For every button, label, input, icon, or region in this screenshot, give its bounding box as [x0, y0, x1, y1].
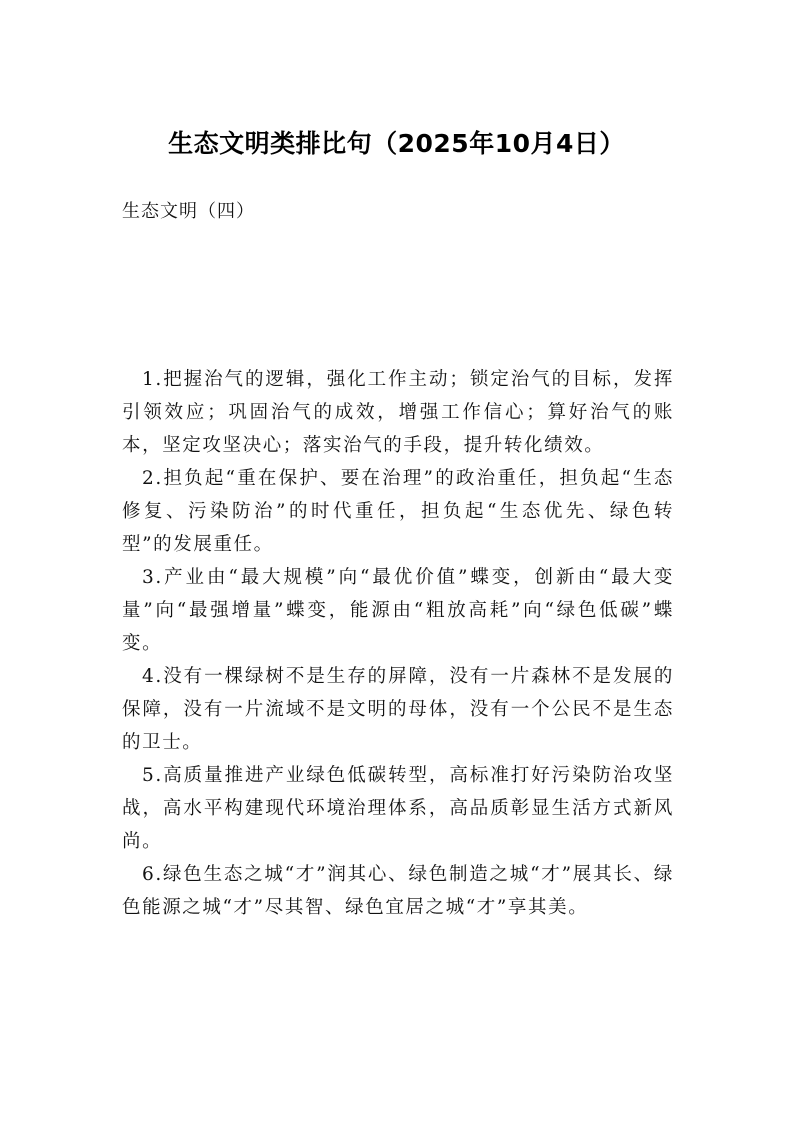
paragraph-5: 5.高质量推进产业绿色低碳转型，高标准打好污染防治攻坚战，高水平构建现代环境治理体系，高品质彰显生活方式新风尚。: [122, 765, 674, 852]
paragraph-2: 2.担负起“重在保护、要在治理”的政治重任，担负起“生态修复、污染防治”的时代重任，担负起“生态优先、绿色转型”的发展重任。: [122, 468, 674, 555]
document-title: 生态文明类排比句（2025年10月4日）: [168, 129, 625, 158]
document-body: [122, 363, 674, 924]
paragraph-1: 1.把握治气的逻辑，强化工作主动；锁定治气的目标，发挥引领效应；巩固治气的成效，增强工作信心；算好治气的账本，坚定攻坚决心；落实治气的手段，提升转化绩效。: [122, 369, 674, 456]
paragraph-4: 4.没有一棵绿树不是生存的屏障，没有一片森林不是发展的保障，没有一片流域不是文明的母体，没有一个公民不是生态的卫士。: [122, 666, 674, 753]
paragraph-3: 3.产业由“最大规模”向“最优价值”蝶变，创新由“最大变量”向“最强增量”蝶变，能源由“粗放高耗”向“绿色低碳”蝶变。: [122, 567, 674, 654]
paragraph-6: 6.绿色生态之城“才”润其心、绿色制造之城“才”展其长、绿色能源之城“才”尽其智、绿色宜居之城“才”享其美。: [122, 864, 674, 918]
document-subtitle: 生态文明（四）: [122, 201, 255, 222]
